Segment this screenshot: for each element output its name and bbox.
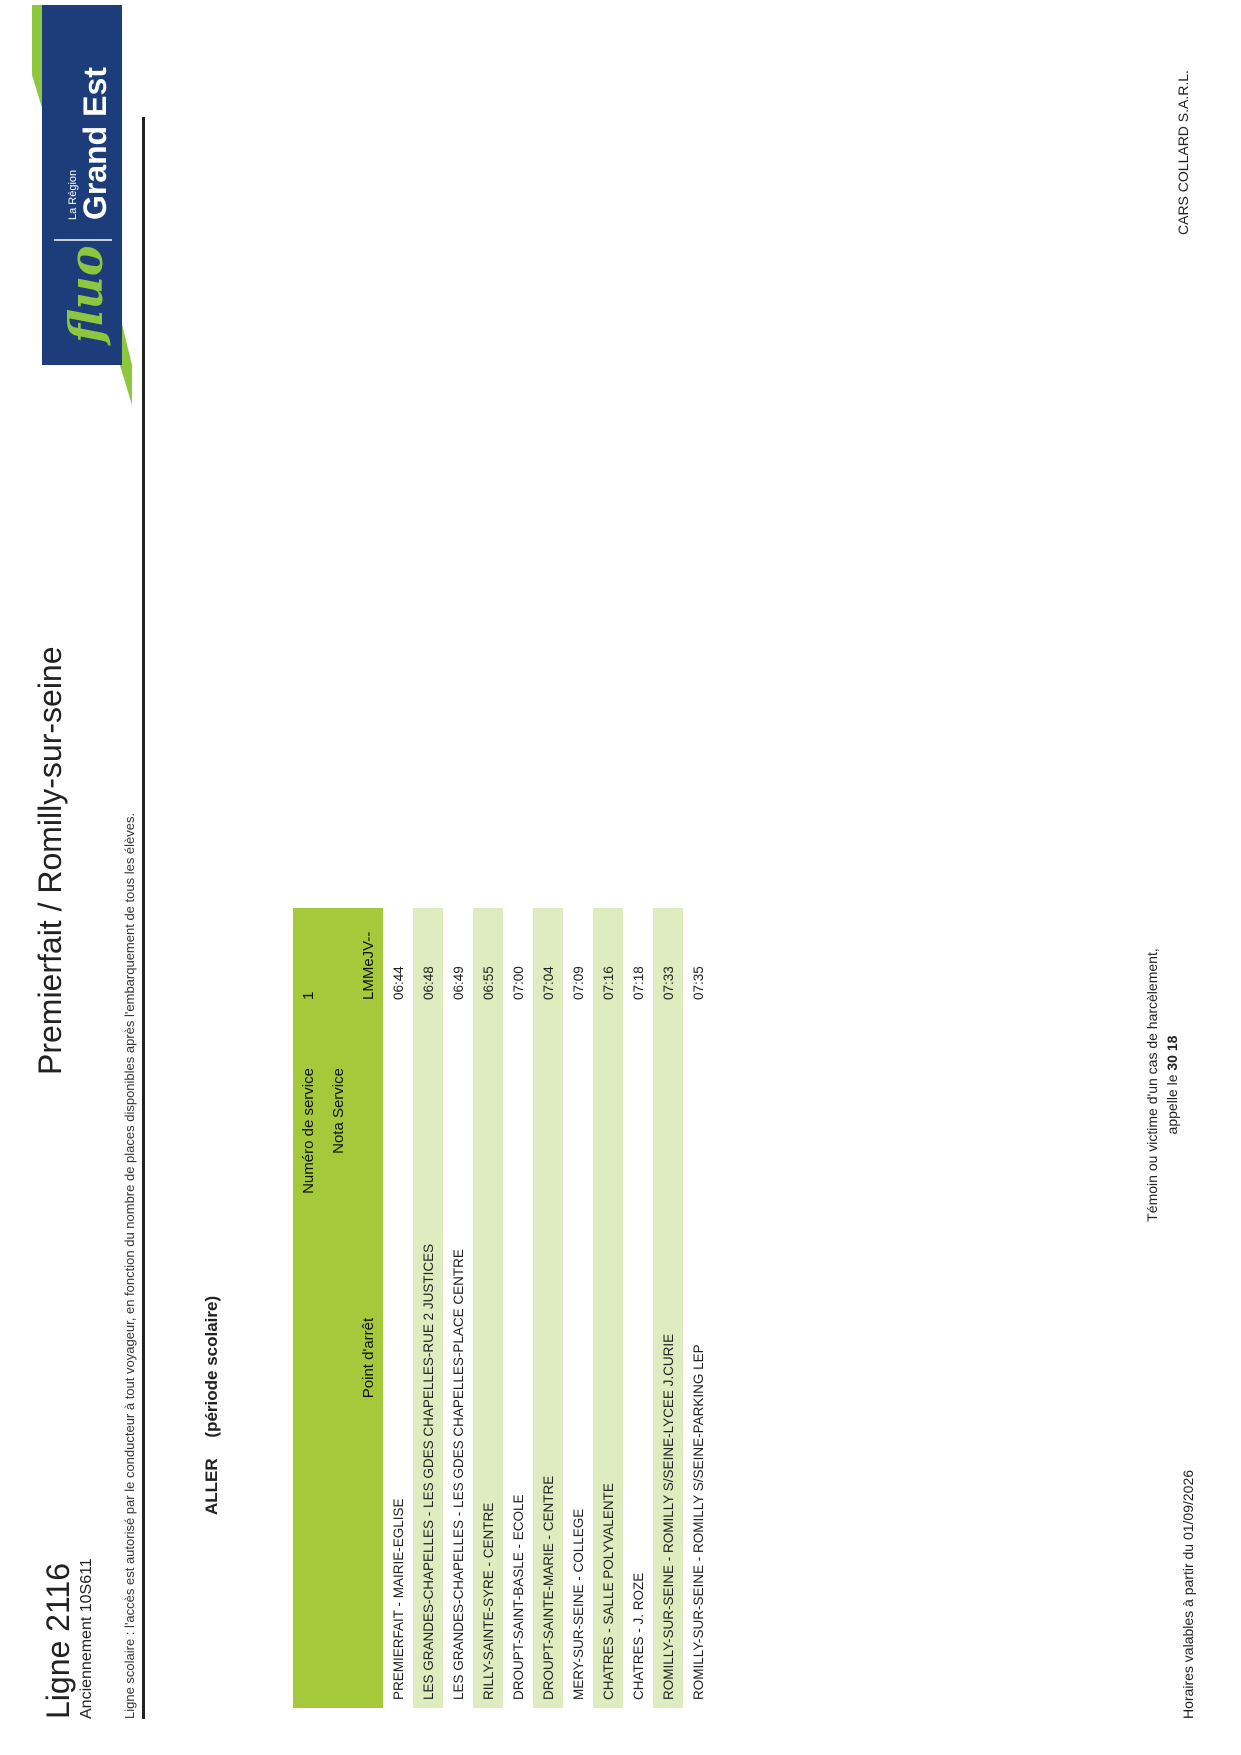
stop-name: DROUPT-SAINTE-MARIE - CENTRE [533,1008,563,1708]
harassment-line-1: Témoin ou victime d'un cas de harcèlement, [1144,948,1160,1222]
school-line-notice: Ligne scolaire : l'accès est autorisé par le conducteur à tout voyageur, en fonction du nombre de places disponibles après l'embarquement de tous les élèves. [122,812,137,1719]
fluo-wordmark: fluo [59,245,113,343]
days-of-operation: LMMeJV-- [353,908,383,1008]
validity-date: Horaires valables à partir du 01/09/2026 [1180,1469,1196,1719]
fluo-grand-est-logo [32,5,140,405]
service-number-value: 1 [293,908,323,1008]
route-title: Premierfait / Romilly-sur-seine [32,646,68,1075]
table-row [563,908,593,1708]
table-row [683,908,713,1708]
departure-time: 06:48 [413,908,443,1008]
table-row [533,908,563,1708]
line-title: Ligne 2116 [40,1563,76,1719]
departure-time: 07:00 [510,966,526,1001]
region-wordmark: Grand Est [77,67,113,220]
table-row [383,908,413,1708]
header-divider [142,117,145,1719]
departure-time: 06:49 [450,966,466,1001]
stop-name: PREMIERFAIT - MAIRIE-EGLISE [390,1498,406,1700]
operator-name: CARS COLLARD S.A.R.L. [1175,70,1191,235]
nota-service-label: Nota Service [323,1008,353,1708]
table-row [443,908,473,1708]
table-row [503,908,533,1708]
service-number-label: Numéro de service [293,1008,323,1708]
stop-name: CHATRES - J. ROZE [630,1572,646,1700]
stop-name: ROMILLY-SUR-SEINE - ROMILLY S/SEINE-PARKING LEP [690,1344,706,1700]
departure-time: 07:35 [690,966,706,1001]
stop-name: LES GRANDES-CHAPELLES - LES GDES CHAPELLES-PLACE CENTRE [450,1249,466,1700]
header-row-stops [353,908,383,1708]
departure-time: 06:55 [473,908,503,1008]
header-row-service [293,908,323,1708]
direction-heading [202,1296,222,1515]
departure-time: 07:09 [570,966,586,1001]
region-prefix: La Région [67,169,79,220]
direction-label: ALLER [202,1458,221,1515]
timetable [293,908,713,1708]
stop-name: DROUPT-SAINT-BASLE - ECOLE [510,1494,526,1700]
departure-time: 07:04 [533,908,563,1008]
harassment-number: 30 18 [1164,1035,1180,1071]
harassment-line-2 [1162,915,1182,1255]
direction-period: (période scolaire) [202,1295,221,1438]
table-row [623,908,653,1708]
stop-name: ROMILLY-SUR-SEINE - ROMILLY S/SEINE-LYCEE J.CURIE [653,1008,683,1708]
departure-time: 07:16 [593,908,623,1008]
stop-name: LES GRANDES-CHAPELLES - LES GDES CHAPELLES-RUE 2 JUSTICES [413,1008,443,1708]
stop-name: CHATRES - SALLE POLYVALENTE [593,1008,623,1708]
nota-service-value [323,908,353,1008]
former-line-code: Anciennement 10S611 [78,1558,95,1719]
departure-time: 06:44 [390,966,406,1001]
stop-name: MERY-SUR-SEINE - COLLEGE [570,1508,586,1700]
departure-time: 07:33 [653,908,683,1008]
header-row-nota [323,908,353,1708]
table-row [473,908,503,1708]
table-row [593,908,623,1708]
departure-time: 07:18 [630,966,646,1001]
stop-column-header: Point d'arrêt [353,1008,383,1708]
table-row [653,908,683,1708]
stop-name: RILLY-SAINTE-SYRE - CENTRE [473,1008,503,1708]
table-row [413,908,443,1708]
harassment-notice [1142,915,1182,1255]
harassment-call-text: appelle le [1164,1074,1180,1135]
